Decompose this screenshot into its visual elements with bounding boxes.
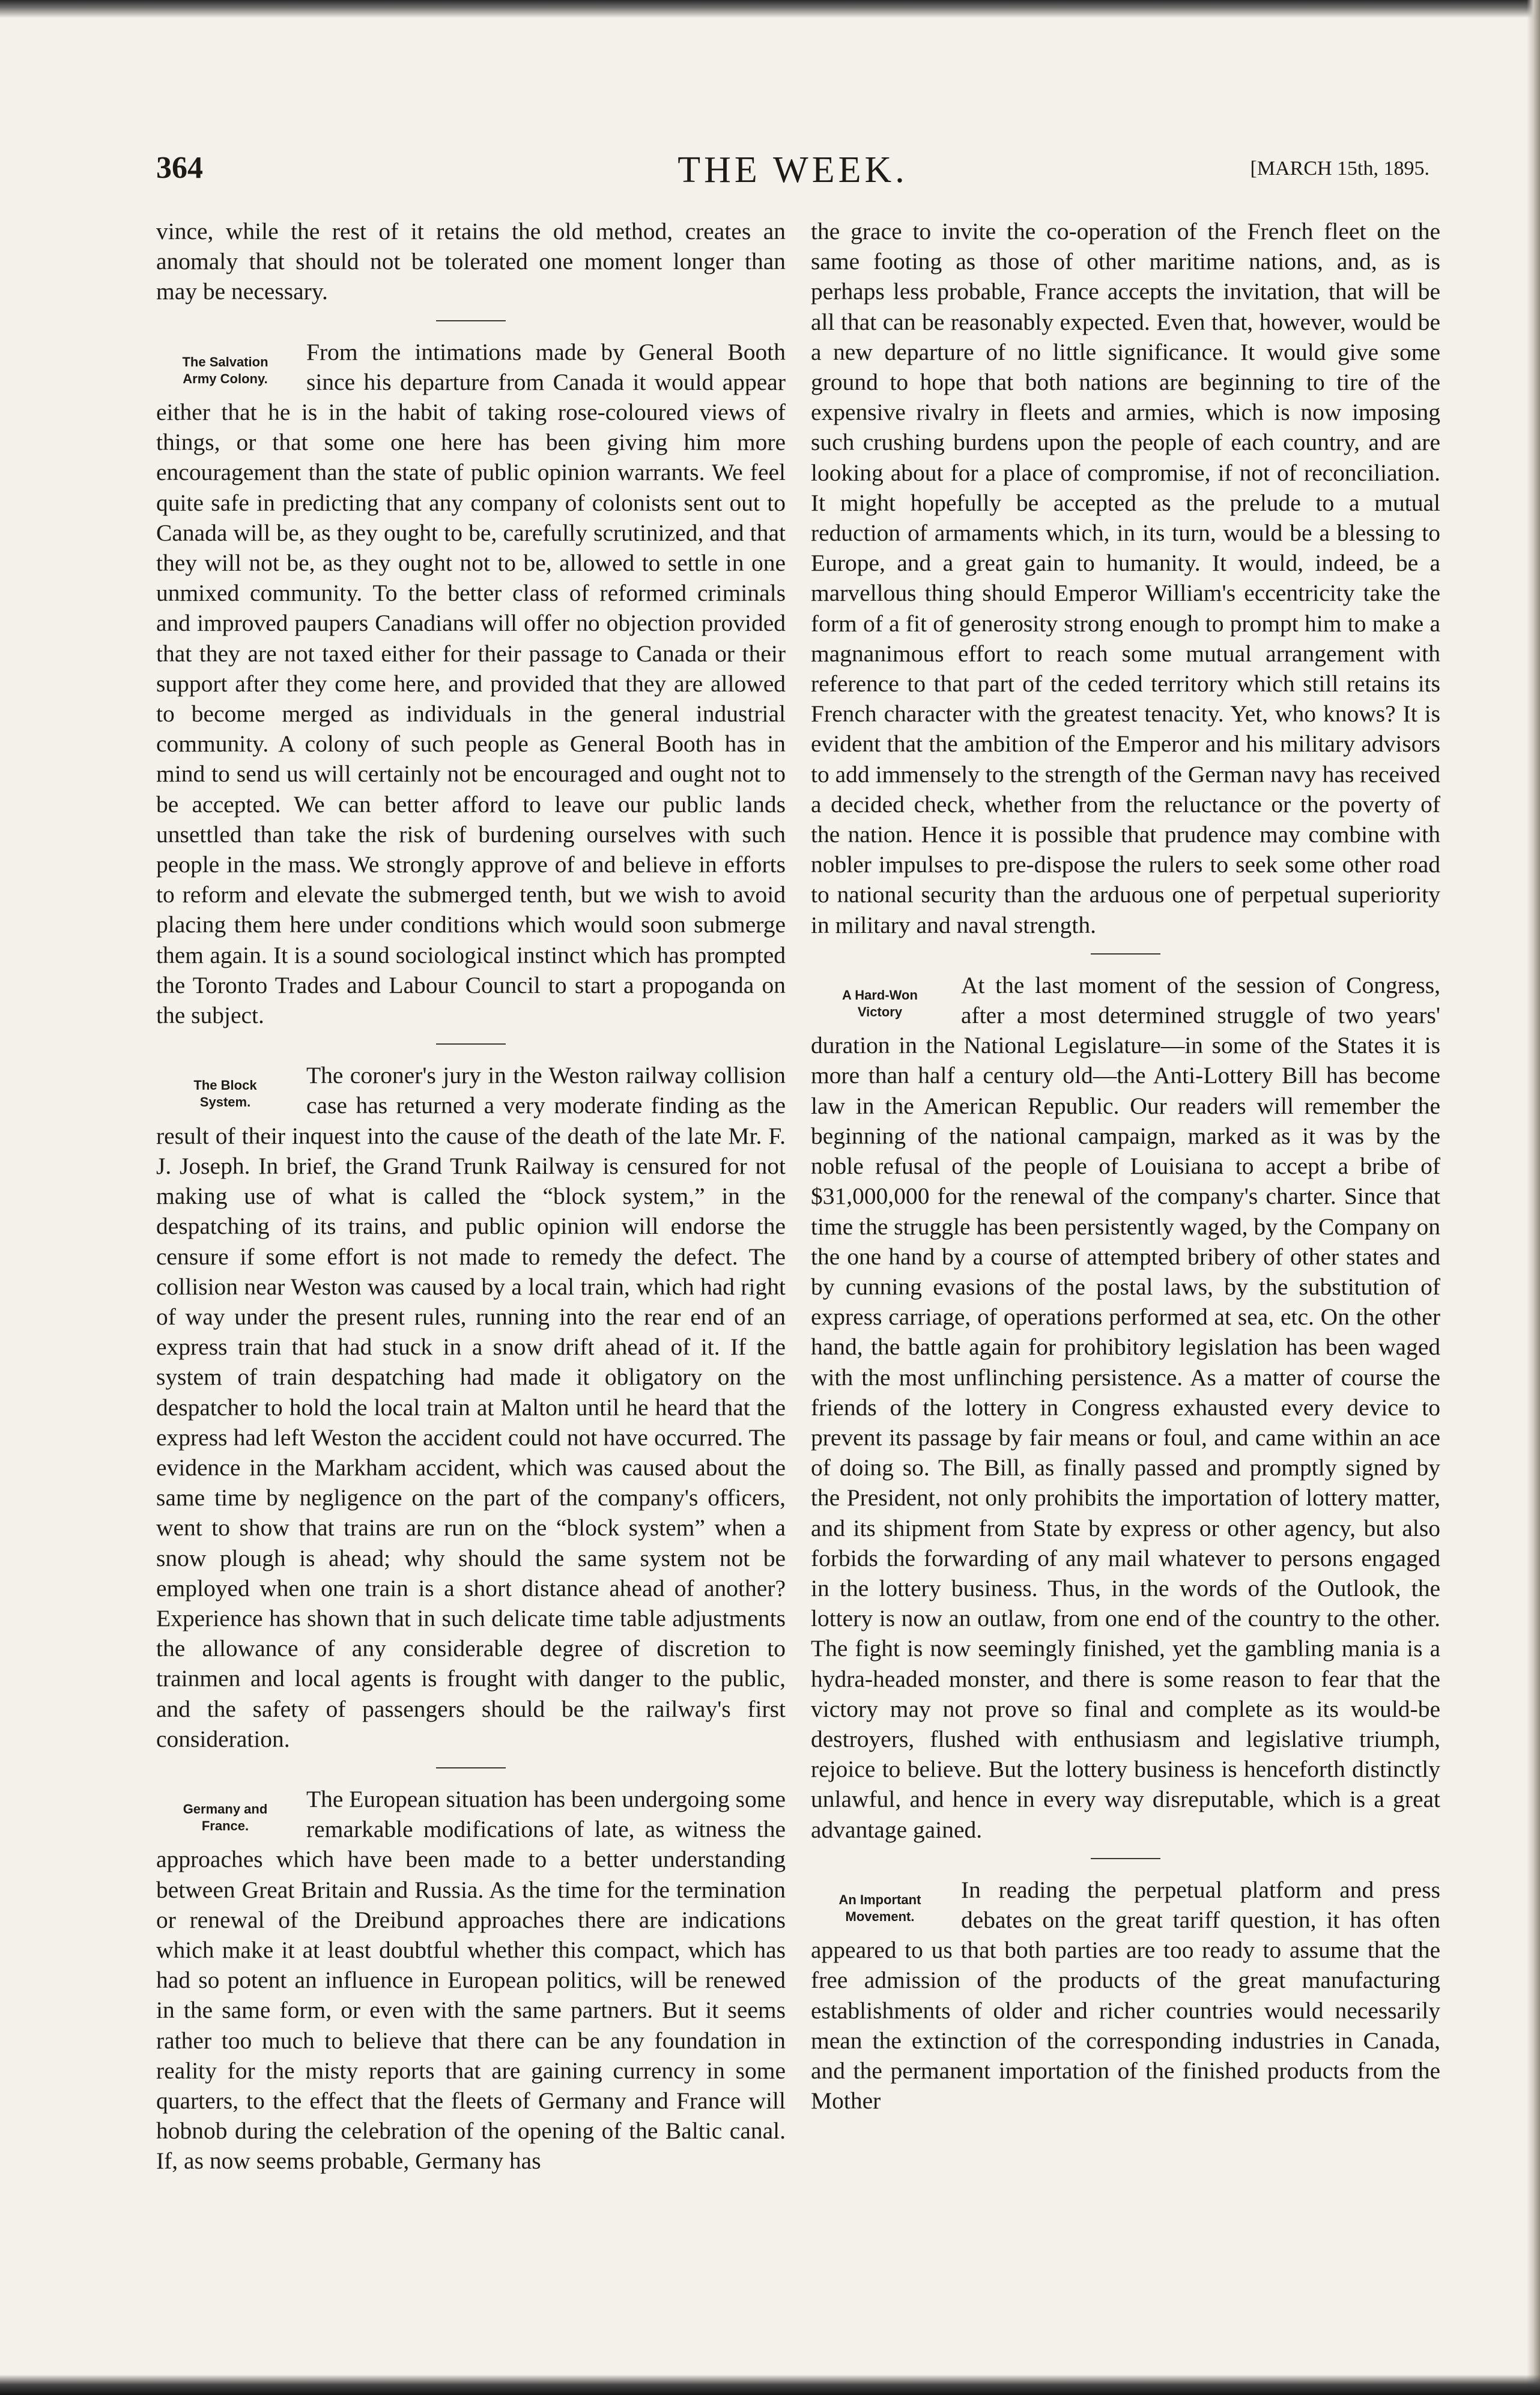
section-divider	[436, 320, 506, 321]
side-heading	[144, 1801, 306, 1835]
side-heading-line: Germany and	[183, 1801, 268, 1817]
article-body: From the intimations made by General Booth since his departure from Canada it would appear either that he is in the habit of taking rose-coloured views of things, or that some one here has been giving him more encouragement than the state of public opinion warrants. We feel quite safe in predicting that any company of colonists sent out to Canada will be, as they ought to be, carefully scrutinized, and that they will not be, as they ought not to be, allowed to settle in one unmixed community. To the better class of reformed criminals and improved paupers Canadians will offer no objection provided that they are not taxed either for their passage to Canada or their support after they come here, and provided that they are allowed to become merged as individuals in the general industrial community. A colony of such people as General Booth has in mind to send us will certainly not be encouraged and ought not to be accepted. We can better afford to leave our public lands unsettled than take the risk of burdening ourselves with such people in the mass. We strongly approve of and believe in efforts to reform and elevate the submerged tenth, but we wish to avoid placing them here under conditions which would soon submerge them again. It is a sound sociological instinct which has prompted the Toronto Trades and Labour Council to start a propoganda on the subject.	[156, 338, 786, 1029]
continuation-paragraph: vince, while the rest of it retains the old method, creates an anomaly that should not be tolerated one moment longer than may be necessary.	[156, 218, 786, 305]
side-heading-line: An Important	[838, 1892, 921, 1907]
article-important-movement	[811, 1875, 1440, 2116]
scan-edge-bottom	[0, 2375, 1540, 2395]
scan-edge-right	[1527, 0, 1540, 2395]
article-body: In reading the perpetual platform and press debates on the great tariff question, it has often appeared to us that both parties are too ready to assume that the free admission of the products of the great manufacturing establishments of older and richer countries would necessarily mean the extinction of the corresponding industries in Canada, and the permanent importation of the finished products from the Mother	[811, 1876, 1440, 2114]
article-block-system	[156, 1060, 786, 1754]
article-body: At the last moment of the session of Congress, after a most determined struggle of two years' duration in the National Legislature—in some of the States it is more than half a century old—the Anti-Lottery Bill has become law in the American Republic. Our readers will remember the beginning of the national campaign, marked as it was by the noble refusal of the people of Louisiana to accept a bribe of $31,000,000 for the renewal of the company's charter. Since that time the struggle has been persistently waged, by the Company on the one hand by a course of attempted bribery of other states and by cunning evasions of the postal laws, by the substitution of express carriage, of operations performed at sea, etc. On the other hand, the battle again for prohibitory legislation has been waged with the most unflinching persistence. As a matter of course the friends of the lottery in Congress exhausted every device to prevent its passage by fair means or foul, and came within an ace of doing so. The Bill, as finally passed and promptly signed by the President, not only prohibits the importation of lottery matter, and its shipment from State by express or other agency, but also forbids the forwarding of any mail whatever to persons engaged in the lottery business. Thus, in the words of the Outlook, the lottery is now an outlaw, from one end of the country to the other. The fight is now seemingly finished, yet the gambling mania is a hydra-headed monster, and there is some reason to fear that the victory may not prove so final and complete as its would-be destroyers, flushed with enthusiasm and legislative triumph, rejoice to believe. But the lottery business is henceforth distinctly unlawful, and hence in every way disreputable, which is a great advantage gained.	[811, 971, 1440, 1843]
side-heading	[144, 354, 306, 387]
article-germany-and-france	[156, 1784, 786, 2176]
side-heading-line: Movement.	[845, 1908, 915, 1924]
side-heading-line: France.	[201, 1818, 249, 1833]
article-body: The European situation has been undergoing some remarkable modifications of late, as witness the approaches which have been made to a better understanding between Great Britain and Russia. As the time for the termination or renewal of the Dreibund approaches there are indications which make it at least doubtful whether this compact, which has had so potent an influence in European politics, will be renewed in the same form, or even with the same partners. But it seems rather too much to believe that there can be any foundation in reality for the misty reports that are gaining currency in some quarters, to the effect that the fleets of Germany and France will hobnob during the celebration of the opening of the Baltic canal. If, as now seems probable, Germany has	[156, 1785, 786, 2175]
section-divider	[436, 1043, 506, 1045]
continuation-paragraph: the grace to invite the co-operation of the French fleet on the same footing as those of other maritime nations, and, as is perhaps less probable, France accepts the invitation, that will be all that can be reasonably expected. Even that, however, would be a new departure of no little significance. It would give some ground to hope that both nations are beginning to tire of the expensive rivalry in fleets and armies, which is now imposing such crushing burdens upon the people of each country, and are looking about for a place of compromise, if not of reconciliation. It might hopefully be accepted as the prelude to a mutual reduction of armaments which, in its turn, would be a blessing to Europe, and a great gain to humanity. It would, indeed, be a marvellous thing should Emperor William's eccentricity take the form of a fit of generosity strong enough to prompt him to make a magnanimous effort to reach some mutual arrangement with reference to that part of the ceded territory which still retains its French character with the greatest tenacity. Yet, who knows? It is evident that the ambition of the Emperor and his military advisors to add immensely to the strength of the German navy has received a decided check, whether from the reluctance or the poverty of the nation. Hence it is possible that prudence may combine with nobler impulses to pre-dispose the rulers to seek some other road to national security than the arduous one of perpetual superiority in military and naval strength.	[811, 218, 1440, 938]
side-heading-line: The Salvation	[182, 354, 268, 369]
masthead-title: THE WEEK.	[678, 150, 908, 190]
article-hard-won-victory	[811, 970, 1440, 1845]
side-heading-line: The Block	[193, 1078, 257, 1093]
right-column	[811, 216, 1440, 2116]
article-salvation-army-colony	[156, 337, 786, 1031]
section-divider	[1091, 953, 1160, 955]
side-heading-line: Victory	[857, 1004, 903, 1019]
article-body: The coroner's jury in the Weston railway collision case has returned a very moderate finding as the result of their inquest into the cause of the death of the late Mr. F. J. Joseph. In brief, the Grand Trunk Railway is censured for not making use of what is called the “block system,” in the despatching of its trains, and public opinion will endorse the censure if some effort is not made to remedy the defect. The collision near Weston was caused by a local train, which had right of way under the present rules, running into the rear end of an express train that had stuck in a snow drift ahead of it. If the system of train despatching had made it obligatory on the despatcher to hold the local train at Malton until he heard that the express had left Weston the accident could not have occurred. The evidence in the Markham accident, which was caused about the same time by negligence on the part of the company's officers, went to show that trains are run on the “block system” when a snow plough is ahead; why should the same system not be employed when one train is a short distance ahead of another? Experience has shown that in such delicate time table adjustments the allowance of any considerable degree of discretion to trainmen and local agents is frought with danger to the public, and the safety of passengers should be the railway's first consideration.	[156, 1062, 786, 1752]
scan-edge-top	[0, 0, 1540, 18]
side-heading	[799, 1892, 961, 1925]
section-divider	[1091, 1858, 1160, 1859]
section-divider	[436, 1767, 506, 1768]
page-number: 364	[156, 151, 203, 185]
issue-date: [MARCH 15th, 1895.	[1250, 157, 1429, 180]
page-header	[156, 149, 1429, 197]
left-column	[156, 216, 786, 2176]
side-heading-line: System.	[199, 1094, 251, 1110]
side-heading	[799, 987, 961, 1021]
side-heading-line: Army Colony.	[183, 371, 268, 386]
side-heading-line: A Hard-Won	[842, 987, 918, 1003]
side-heading	[144, 1077, 306, 1111]
